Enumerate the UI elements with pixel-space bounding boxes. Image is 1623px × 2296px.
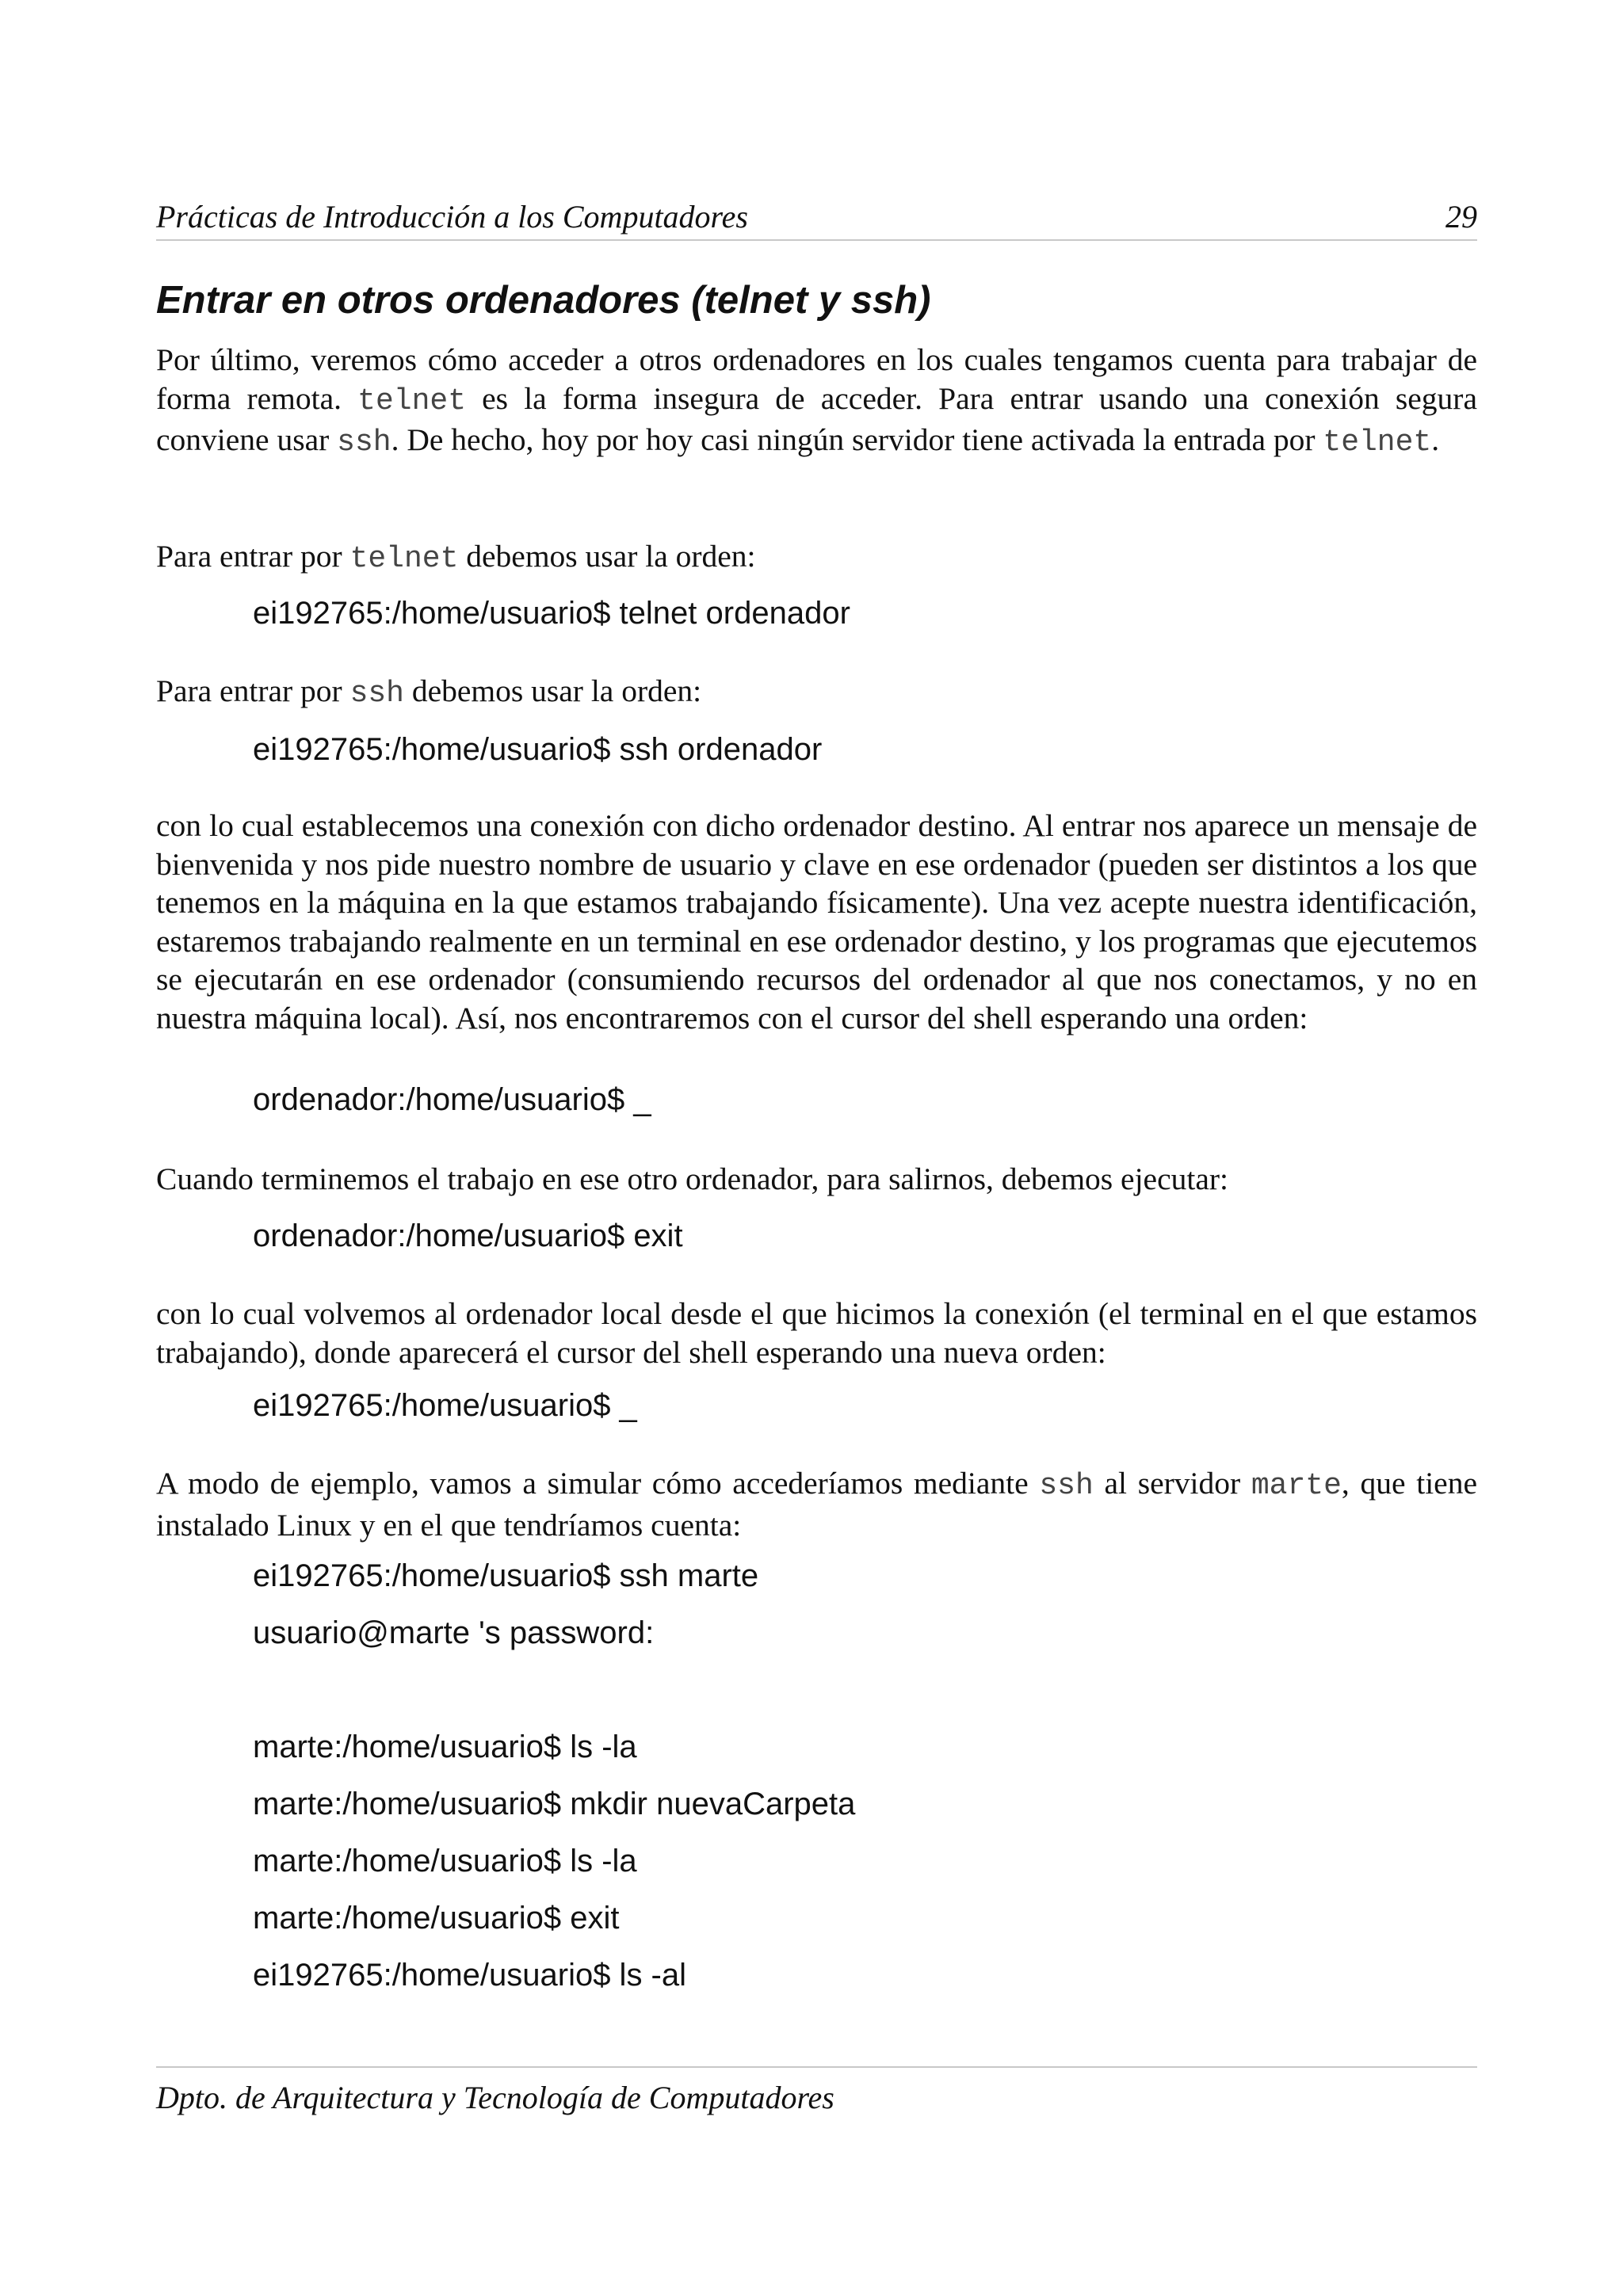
inline-code-ssh: ssh bbox=[349, 677, 404, 711]
example-intro-paragraph: A modo de ejemplo, vamos a simular cómo accederíamos mediante ssh al servidor marte, que tiene instalado Linux y en el que tendríamos cuenta: bbox=[156, 1466, 1477, 1543]
inline-code-marte: marte bbox=[1251, 1469, 1342, 1503]
exit-intro-paragraph: Cuando terminemos el trabajo en ese otro ordenador, para salirnos, debemos ejecutar: bbox=[156, 1161, 1229, 1196]
example-session-line: ei192765:/home/usuario$ ssh marte bbox=[253, 1558, 759, 1593]
example-session-line: ei192765:/home/usuario$ ls -al bbox=[253, 1958, 687, 1993]
inline-code-telnet: telnet bbox=[1323, 425, 1432, 460]
page-number: 29 bbox=[1445, 199, 1477, 235]
running-footer: Dpto. de Arquitectura y Tecnología de Computadores bbox=[156, 2066, 1477, 2120]
ssh-command: ei192765:/home/usuario$ ssh ordenador bbox=[253, 732, 823, 767]
example-session-line: marte:/home/usuario$ exit bbox=[253, 1901, 620, 1936]
ssh-intro-paragraph: Para entrar por ssh debemos usar la orden: bbox=[156, 673, 702, 711]
example-session-line: marte:/home/usuario$ ls -la bbox=[253, 1844, 637, 1878]
telnet-intro-paragraph: Para entrar por telnet debemos usar la orden: bbox=[156, 539, 756, 576]
document-page bbox=[156, 0, 1477, 2296]
running-header bbox=[156, 195, 1477, 241]
return-paragraph: con lo cual volvemos al ordenador local desde el que hicimos la conexión (el terminal en el que estamos trabajando), donde aparecerá el cursor del shell esperando una nueva orden: bbox=[156, 1296, 1477, 1370]
inline-code-ssh: ssh bbox=[1039, 1469, 1094, 1503]
running-header-title: Prácticas de Introducción a los Computadores bbox=[156, 199, 748, 235]
section-title: Entrar en otros ordenadores (telnet y ssh) bbox=[156, 279, 931, 322]
intro-paragraph: Por último, veremos cómo acceder a otros ordenadores en los cuales tengamos cuenta para trabajar de forma remota. telnet es la forma insegura de acceder. Para entrar usando una conexión segura conviene usar ssh. De hecho, hoy por hoy casi ningún servidor tiene activada la entrada por telnet. bbox=[156, 342, 1477, 460]
telnet-command: ei192765:/home/usuario$ telnet ordenador bbox=[253, 596, 850, 631]
example-session-line: marte:/home/usuario$ mkdir nuevaCarpeta bbox=[253, 1787, 856, 1821]
inline-code-ssh: ssh bbox=[337, 425, 391, 460]
local-prompt: ei192765:/home/usuario$ _ bbox=[253, 1388, 637, 1423]
example-session-line: marte:/home/usuario$ ls -la bbox=[253, 1730, 637, 1764]
example-session-line: usuario@marte 's password: bbox=[253, 1615, 655, 1650]
inline-code-telnet: telnet bbox=[357, 383, 466, 418]
inline-code-telnet: telnet bbox=[349, 542, 459, 576]
remote-prompt: ordenador:/home/usuario$ _ bbox=[253, 1082, 651, 1117]
connection-paragraph: con lo cual establecemos una conexión con dicho ordenador destino. Al entrar nos aparece un mensaje de bienvenida y nos pide nuestro nombre de usuario y clave en ese ordenador (pueden ser distintos a los que tenemos en la máquina en la que estamos trabajando físicamente). Una vez acepte nuestra identificación, estaremos trabajando realmente en un terminal en ese ordenador destino, y los programas que ejecutemos se ejecutarán en ese ordenador (consumiendo recursos del ordenador al que nos conectamos, y no en nuestra máquina local). Así, nos encontraremos con el cursor del shell esperando una orden: bbox=[156, 808, 1477, 1035]
exit-command: ordenador:/home/usuario$ exit bbox=[253, 1219, 683, 1253]
